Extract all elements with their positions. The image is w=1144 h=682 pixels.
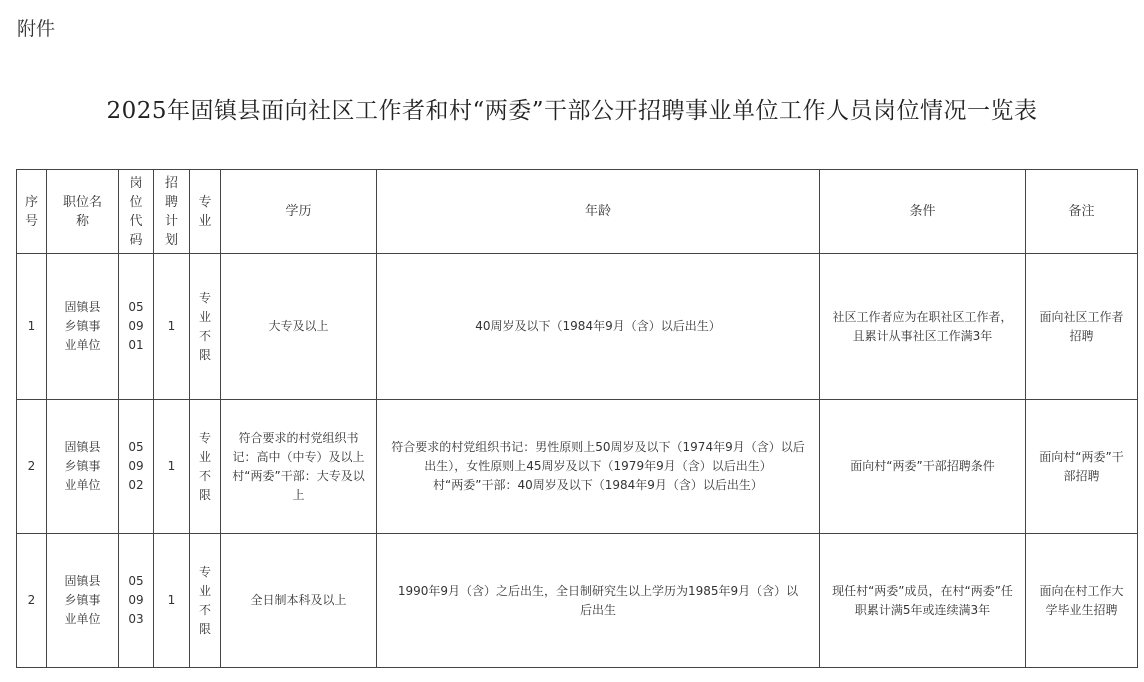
cell-code: 050903	[119, 534, 154, 668]
cell-education: 全日制本科及以上	[221, 534, 377, 668]
header-quota: 招聘计划	[154, 170, 190, 254]
cell-education: 符合要求的村党组织书记：高中（中专）及以上 村“两委”干部：大专及以上	[221, 400, 377, 534]
table-header-row	[17, 170, 1138, 254]
header-major: 专业	[190, 170, 221, 254]
cell-major: 专业不限	[190, 534, 221, 668]
cell-age: 符合要求的村党组织书记：男性原则上50周岁及以下（1974年9月（含）以后出生），女性原则上45周岁及以下（1979年9月（含）以后出生） 村“两委”干部：40周岁及以下（1984年9月（含）以后出生）	[377, 400, 820, 534]
cell-remarks: 面向社区工作者招聘	[1026, 254, 1138, 400]
cell-age: 40周岁及以下（1984年9月（含）以后出生）	[377, 254, 820, 400]
table-row	[17, 400, 1138, 534]
cell-position: 固镇县乡镇事业单位	[47, 254, 119, 400]
cell-age: 1990年9月（含）之后出生，全日制研究生以上学历为1985年9月（含）以后出生	[377, 534, 820, 668]
cell-code: 050902	[119, 400, 154, 534]
cell-conditions: 社区工作者应为在职社区工作者，且累计从事社区工作满3年	[820, 254, 1026, 400]
positions-table	[16, 169, 1138, 668]
cell-position: 固镇县乡镇事业单位	[47, 400, 119, 534]
header-education: 学历	[221, 170, 377, 254]
cell-major: 专业不限	[190, 400, 221, 534]
table-row	[17, 254, 1138, 400]
cell-conditions: 面向村“两委”干部招聘条件	[820, 400, 1026, 534]
cell-quota: 1	[154, 254, 190, 400]
cell-remarks: 面向在村工作大学毕业生招聘	[1026, 534, 1138, 668]
cell-conditions: 现任村“两委”成员，在村“两委”任职累计满5年或连续满3年	[820, 534, 1026, 668]
page-title: 2025年固镇县面向社区工作者和村“两委”干部公开招聘事业单位工作人员岗位情况一览表	[106, 98, 1038, 124]
cell-seq: 2	[17, 400, 47, 534]
cell-quota: 1	[154, 534, 190, 668]
cell-quota: 1	[154, 400, 190, 534]
cell-major: 专业不限	[190, 254, 221, 400]
table-row	[17, 534, 1138, 668]
cell-seq: 1	[17, 254, 47, 400]
header-conditions: 条件	[820, 170, 1026, 254]
header-age: 年龄	[377, 170, 820, 254]
header-position: 职位名称	[47, 170, 119, 254]
attachment-label: 附件	[17, 18, 56, 40]
cell-code: 050901	[119, 254, 154, 400]
cell-seq: 2	[17, 534, 47, 668]
cell-remarks: 面向村“两委”干部招聘	[1026, 400, 1138, 534]
header-remarks: 备注	[1026, 170, 1138, 254]
header-seq: 序号	[17, 170, 47, 254]
header-code: 岗位代码	[119, 170, 154, 254]
cell-education: 大专及以上	[221, 254, 377, 400]
cell-position: 固镇县乡镇事业单位	[47, 534, 119, 668]
